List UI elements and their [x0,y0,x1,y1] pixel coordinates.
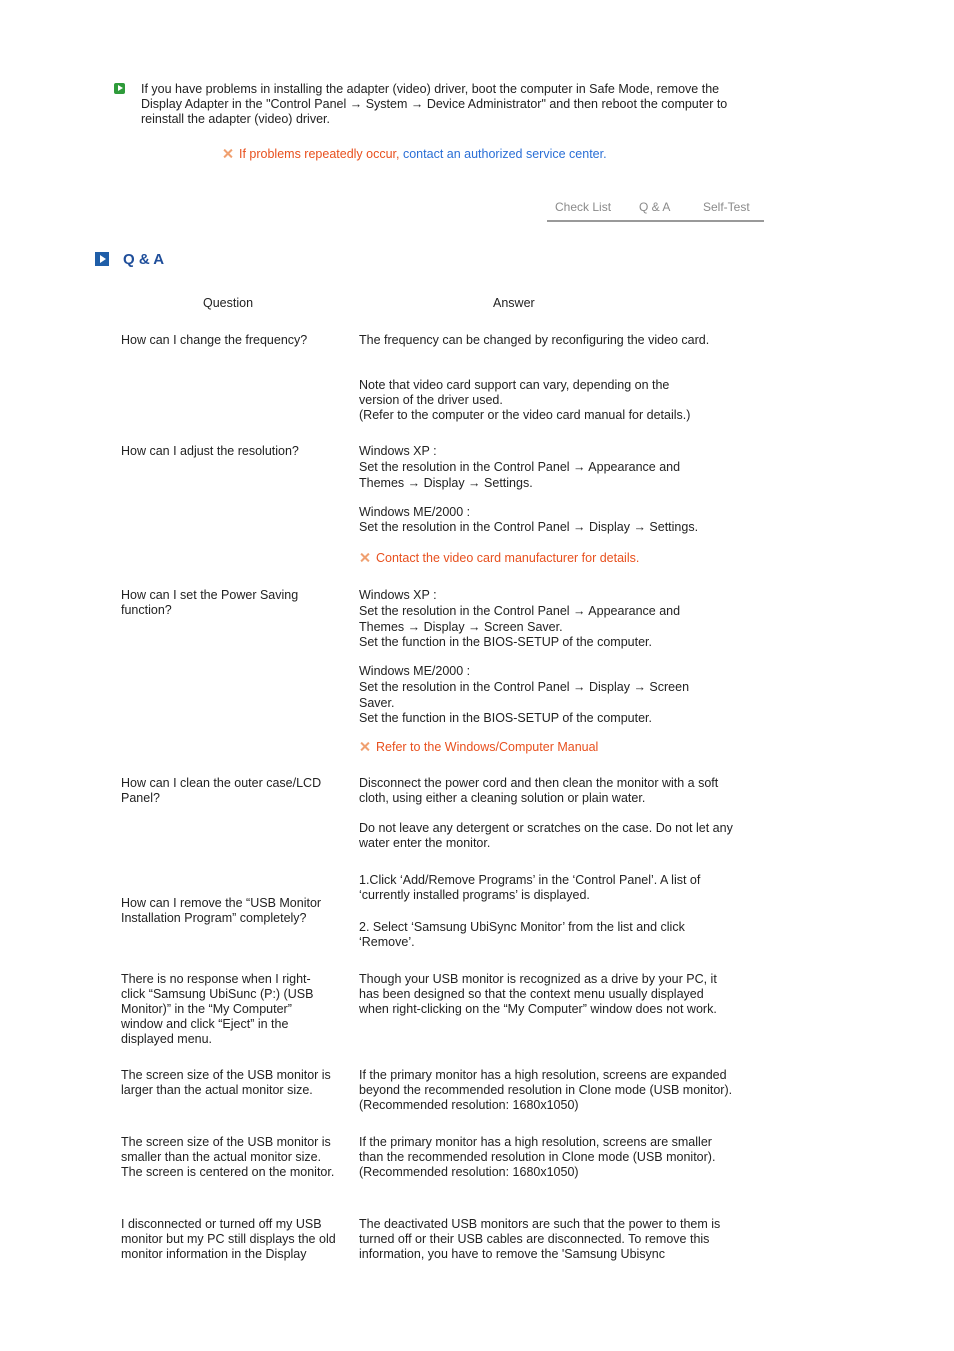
intro-note [222,147,607,162]
table-row-answer [359,333,737,423]
answer-text: Windows ME/2000 : [359,505,471,519]
answer-text: Windows XP : [359,588,437,602]
answer-text: Set the resolution in the Control Panel → Display → Settings. [359,520,699,534]
table-row-question: The screen size of the USB monitor is smaller than the actual monitor size. The screen is centered on the monitor. [121,1135,335,1179]
table-row-answer [359,972,737,1017]
tab-qa[interactable]: Q & A [639,200,671,214]
answer-text: Disconnect the power cord and then clean the monitor with a soft cloth, using either a cleaning solution or plain water. [359,776,719,805]
answer-text: Set the function in the BIOS-SETUP of the computer. [359,635,652,649]
tab-check-list[interactable]: Check List [555,200,612,214]
answer-text: The frequency can be changed by reconfiguring the video card. [359,333,710,347]
answer-note [359,740,737,755]
answer-text: If the primary monitor has a high resolution, screens are smaller than the recommended resolution in Clone mode (USB monitor). (Recommended resolution: 1680x1050) [359,1135,716,1179]
table-row-question: How can I remove the “USB Monitor Installation Program” completely? [121,896,322,925]
intro-note-text: If problems repeatedly occur, [239,147,403,161]
answer-text: 2. Select ‘Samsung UbiSync Monitor’ from the list and click ‘Remove’. [359,920,685,949]
section-title: Q & A [123,251,165,268]
answer-text: (Refer to the computer or the video card manual for details.) [359,408,691,422]
table-row-question: There is no response when I right-click “Samsung UbiSunc (P:) (USB Monitor)” in the “My Computer” window and click “Eject” in the displayed menu. [121,972,314,1046]
answer-text: Note that video card support can vary, depending on the version of the driver used. [359,378,670,407]
answer-text: If the primary monitor has a high resolution, screens are expanded beyond the recommended resolution in Clone mode (USB monitor). (Recommended resolution: 1680x1050) [359,1068,733,1112]
table-row-question: How can I clean the outer case/LCD Panel? [121,776,322,805]
table-row-answer [359,776,737,851]
section-nav [547,198,764,222]
answer-text: Windows ME/2000 : [359,664,471,678]
answer-text: The deactivated USB monitors are such that the power to them is turned off or their USB cables are disconnected. To remove this information, you have to remove the 'Samsung Ubisync [359,1217,721,1261]
intro-paragraph: If you have problems in installing the adapter (video) driver, boot the computer in Safe Mode, remove the Display Adapter in the "Control Panel → System → Device Administrator" and then reboot the computer to reinstall the adapter (video) driver. [141,82,728,126]
note-icon [222,148,233,159]
table-row-answer [359,873,737,950]
service-center-link[interactable]: contact an authorized service center. [402,147,607,161]
table-row-question: How can I adjust the resolution? [121,444,299,458]
table-row-answer [359,1217,737,1262]
question-header: Question [203,296,254,310]
section-arrow-icon [95,252,109,266]
answer-text: Set the resolution in the Control Panel → Appearance and Themes → Display → Settings. [359,460,681,490]
answer-note-text: Refer to the Windows/Computer Manual [376,740,599,754]
answer-note-text: Contact the video card manufacturer for details. [376,551,640,565]
answer-text: Though your USB monitor is recognized as a drive by your PC, it has been designed so that the context menu usually displayed when right-clicking on the “My Computer” window does not work. [359,972,717,1016]
tab-self-test[interactable]: Self-Test [703,200,750,214]
answer-text: Set the function in the BIOS-SETUP of the computer. [359,711,652,725]
table-row-answer [359,1068,737,1113]
answer-text: Windows XP : [359,444,437,458]
answer-text: Set the resolution in the Control Panel → Appearance and Themes → Display → Screen Saver. [359,604,681,634]
answer-text: Set the resolution in the Control Panel → Display → Screen Saver. [359,680,690,710]
note-icon [359,552,370,563]
table-row-question: I disconnected or turned off my USB monitor but my PC still displays the old monitor information in the Display [121,1217,336,1261]
note-icon [359,741,370,752]
table-row-question: How can I change the frequency? [121,333,308,347]
answer-text: 1.Click ‘Add/Remove Programs’ in the ‘Control Panel’. A list of ‘currently installed programs’ is displayed. [359,873,701,902]
table-row-answer [359,444,737,566]
table-row-answer [359,588,737,755]
answer-header: Answer [493,296,535,310]
answer-note [359,551,737,566]
table-row-question: The screen size of the USB monitor is larger than the actual monitor size. [121,1068,331,1097]
answer-text: Do not leave any detergent or scratches on the case. Do not let any water enter the monitor. [359,821,733,850]
table-row-question: How can I set the Power Saving function? [121,588,299,617]
table-row-answer [359,1135,737,1180]
bullet-icon [114,83,125,94]
